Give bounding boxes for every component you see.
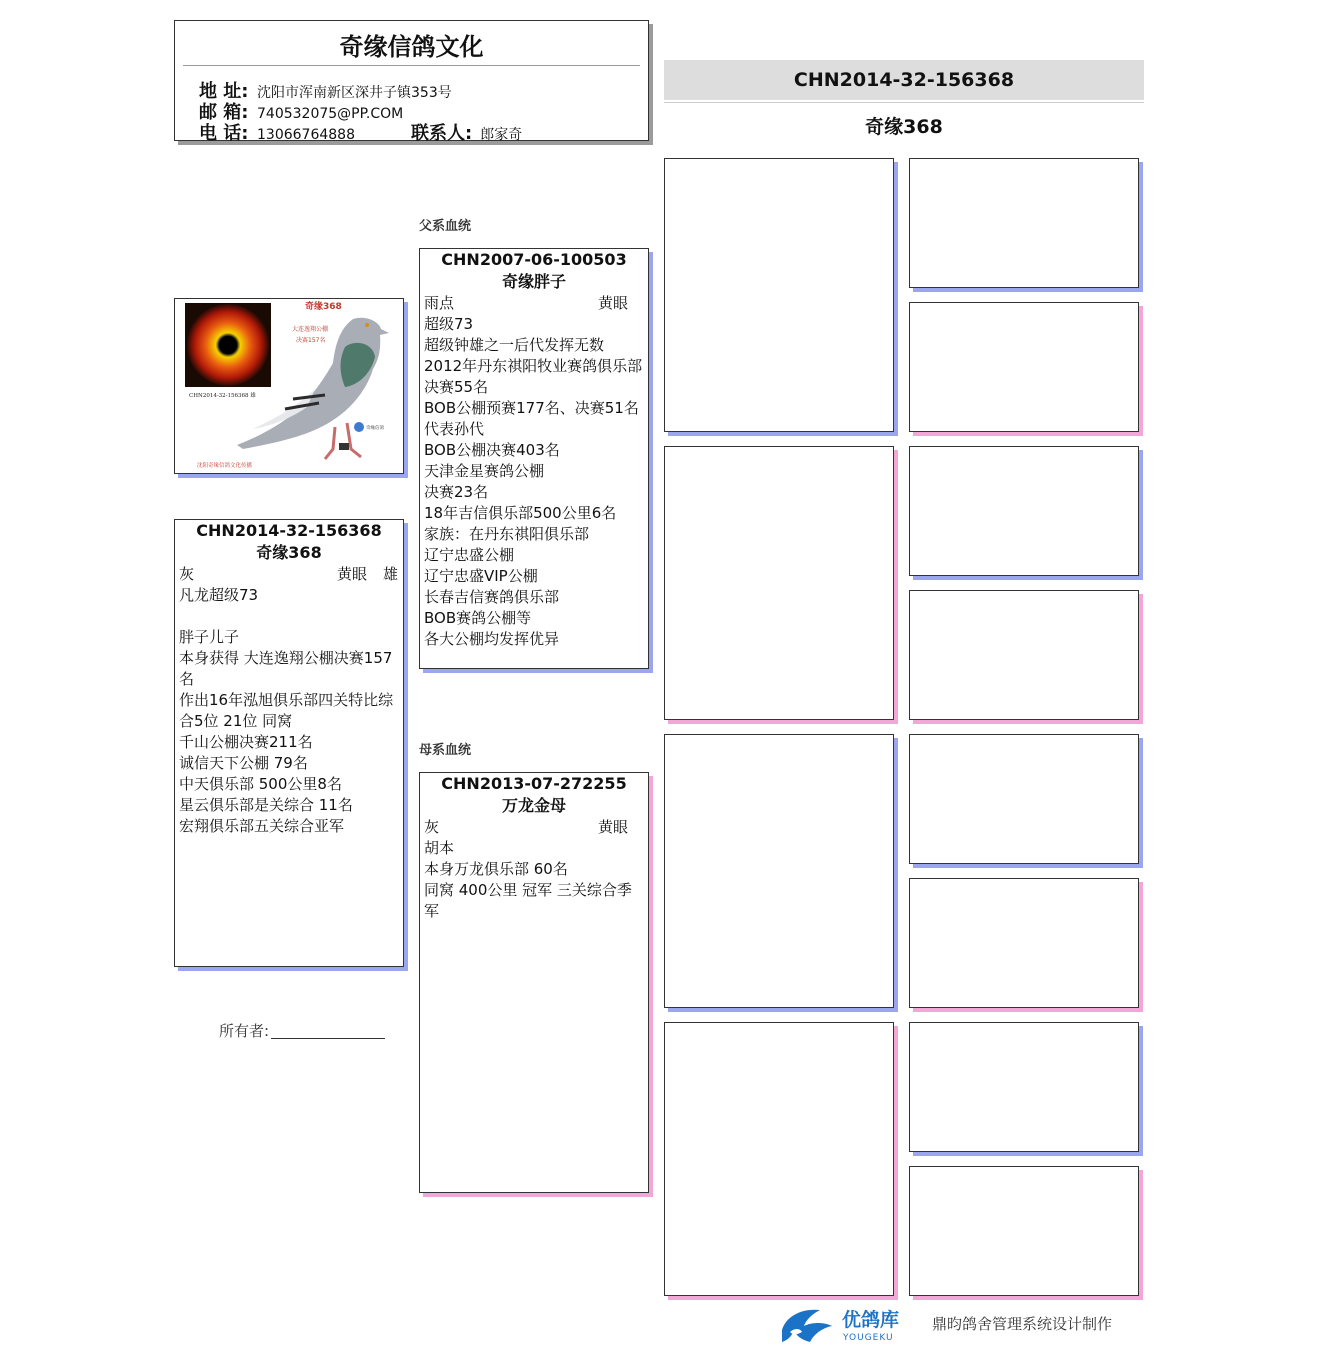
subject-color: 灰 <box>179 565 195 583</box>
subject-note: 凡龙超级73 <box>179 586 259 604</box>
photo-title: 奇缘368 <box>305 302 342 312</box>
subject-note: 本身获得 大连逸翔公棚决赛157名 <box>179 649 393 688</box>
sire-note: 超级73 <box>424 315 474 333</box>
subject-note: 诚信天下公棚 79名 <box>179 754 308 772</box>
dam-eye: 黄眼 <box>598 818 629 836</box>
great-grandparent-card <box>909 446 1139 576</box>
sire-card <box>419 248 649 669</box>
photo-caption-race: 大连逸翔公棚 <box>292 326 329 333</box>
subject-note: 胖子儿子 <box>179 628 240 646</box>
great-grandparent-card <box>909 734 1139 864</box>
club-name: 奇缘信鸽文化 <box>339 33 484 61</box>
sire-note: 18年吉信俱乐部500公里6名 <box>424 504 617 522</box>
sire-color: 雨点 <box>424 294 455 312</box>
dam-color: 灰 <box>424 818 440 836</box>
dam-note: 同窝 400公里 冠军 三关综合季军 <box>424 881 632 920</box>
dam-notes <box>424 838 644 922</box>
sire-note: 超级钟雄之一后代发挥无数 <box>424 336 605 354</box>
sire-notes <box>424 314 644 650</box>
address-value: 沈阳市浑南新区深井子镇353号 <box>257 85 452 101</box>
bird-photo-illustration <box>175 299 403 473</box>
photo-stamp-icon <box>354 422 364 432</box>
sire-note: 辽宁忠盛公棚 <box>424 546 515 564</box>
email-label: 邮 箱: <box>199 102 249 123</box>
dam-meta <box>424 817 644 838</box>
main-ring-number: CHN2014-32-156368 <box>664 60 1144 100</box>
main-bird-name: 奇缘368 <box>865 116 943 138</box>
subject-note <box>179 606 399 627</box>
subject-sex: 雄 <box>383 565 399 583</box>
sire-name: 奇缘胖子 <box>501 272 566 291</box>
great-grandparent-card <box>909 158 1139 288</box>
dam-note: 本身万龙俱乐部 60名 <box>424 860 568 878</box>
paternal-grandsire-card <box>664 158 894 432</box>
dam-note: 胡本 <box>424 839 455 857</box>
sire-meta <box>424 293 644 314</box>
pigeon-ring-band <box>339 443 349 450</box>
subject-note: 宏翔俱乐部五关综合亚军 <box>179 817 345 835</box>
owner-label: 所有者: <box>219 1022 270 1040</box>
sire-note: BOB公棚决赛403名 <box>424 441 560 459</box>
subject-note: 星云俱乐部是关综合 11名 <box>179 796 353 814</box>
pigeon-eye <box>365 323 369 327</box>
great-grandparent-card <box>909 1022 1139 1152</box>
subject-note: 作出16年泓旭俱乐部四关特比综合5位 21位 同窝 <box>179 691 394 730</box>
owner-blank-line <box>271 1038 385 1039</box>
sire-note: 决赛23名 <box>424 483 489 501</box>
maternal-granddam-card <box>664 1022 894 1296</box>
bird-photo <box>174 298 404 474</box>
great-grandparent-card <box>909 302 1139 432</box>
sire-note: 天津金星赛鸽公棚 <box>424 462 545 480</box>
sire-eye: 黄眼 <box>598 294 629 312</box>
great-grandparent-card <box>909 878 1139 1008</box>
sire-note: 代表孙代 <box>424 420 485 438</box>
subject-notes <box>179 585 399 837</box>
owner-field <box>219 1020 385 1041</box>
sire-note: 各大公棚均发挥优异 <box>424 630 560 648</box>
dam-ring: CHN2013-07-272255 <box>441 774 627 793</box>
sire-note: 2012年丹东祺阳牧业赛鸽俱乐部决赛55名 <box>424 357 643 396</box>
subject-meta <box>179 564 399 585</box>
sire-section-label: 父系血统 <box>419 219 472 234</box>
great-grandparent-card <box>909 590 1139 720</box>
paternal-granddam-card <box>664 446 894 720</box>
phone-row <box>199 119 523 145</box>
sire-note: 家族：在丹东祺阳俱乐部 <box>424 525 590 543</box>
sire-note: 长春吉信赛鸽俱乐部 <box>424 588 560 606</box>
photo-stamp-text: 奇缘信鸽 <box>366 426 384 431</box>
photo-caption-rank: 决赛157名 <box>296 337 326 344</box>
dam-name: 万龙金母 <box>501 796 566 815</box>
sire-note: BOB赛鸽公棚等 <box>424 609 532 627</box>
wave-logo-icon <box>776 1300 916 1346</box>
brand-name-en: YOUGEKU <box>843 1333 894 1343</box>
footer-credit: 鼎昀鸽舍管理系统设计制作 <box>932 1315 1113 1333</box>
contact-value: 郎家奇 <box>480 127 523 143</box>
contact-label: 联系人: <box>411 123 473 144</box>
pigeon-neck <box>341 343 376 387</box>
photo-footer: 沈阳奇缘信鸽文化传播 <box>197 463 253 469</box>
email-value: 740532075@PP.COM <box>257 106 404 122</box>
subject-name: 奇缘368 <box>256 543 322 562</box>
subject-eye: 黄眼 <box>337 565 368 583</box>
main-divider <box>664 102 1144 103</box>
subject-bird-card <box>174 519 404 967</box>
subject-note: 千山公棚决赛211名 <box>179 733 313 751</box>
yougeku-logo <box>776 1300 916 1346</box>
contact-group <box>411 119 522 145</box>
sire-ring: CHN2007-06-100503 <box>441 250 627 269</box>
sire-note: BOB公棚预赛177名、决赛51名 <box>424 399 639 417</box>
subject-note: 中天俱乐部 500公里8名 <box>179 775 342 793</box>
phone-value: 13066764888 <box>257 127 355 143</box>
great-grandparent-card <box>909 1166 1139 1296</box>
club-header <box>174 20 649 144</box>
phone-label: 电 话: <box>199 123 249 144</box>
dam-section-label: 母系血统 <box>419 743 472 758</box>
address-label: 地 址: <box>199 81 249 102</box>
sire-note: 辽宁忠盛VIP公棚 <box>424 567 538 585</box>
maternal-grandsire-card <box>664 734 894 1008</box>
subject-ring: CHN2014-32-156368 <box>196 521 382 540</box>
brand-name: 优鸽库 <box>842 1309 900 1331</box>
dam-card <box>419 772 649 1193</box>
photo-ring: CHN2014-32-156368 雄 <box>189 393 256 399</box>
eye-pupil <box>219 336 237 354</box>
header-divider <box>183 65 640 66</box>
